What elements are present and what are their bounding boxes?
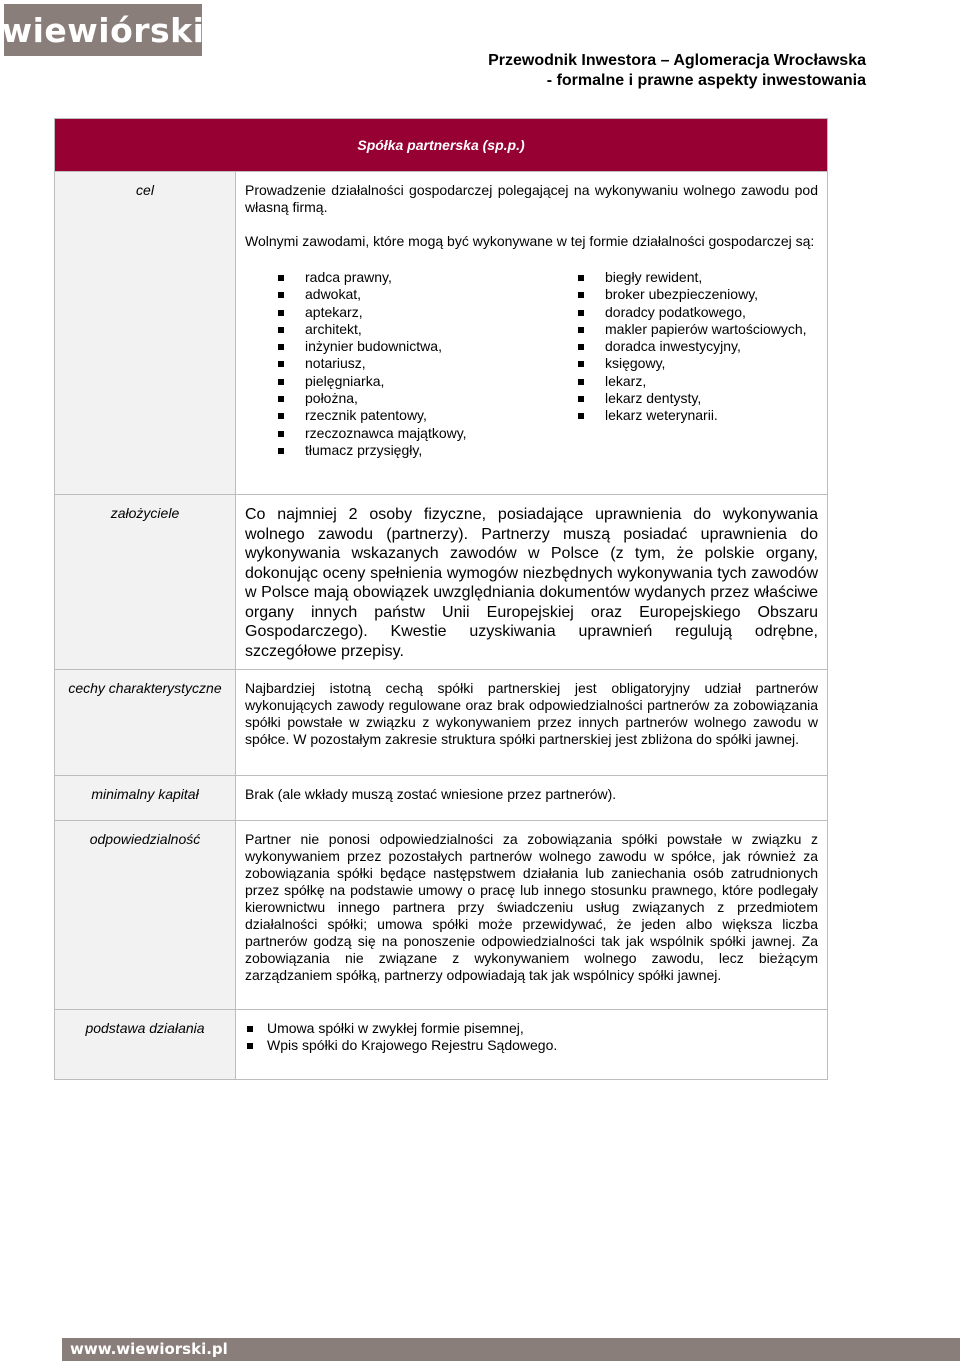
- logo: wiewiórski: [4, 4, 202, 56]
- label-cechy: cechy charakterystyczne: [55, 670, 236, 776]
- list-item: notariusz,: [276, 355, 576, 372]
- list-item: lekarz weterynarii.: [576, 407, 807, 424]
- professions-list-left: [276, 269, 576, 459]
- header-title-line1: Przewodnik Inwestora – Aglomeracja Wrocławska: [488, 52, 866, 69]
- list-item: rzecznik patentowy,: [276, 407, 576, 424]
- label-kapital: minimalny kapitał: [55, 776, 236, 821]
- list-item: rzeczoznawca majątkowy,: [276, 425, 576, 442]
- list-item: tłumacz przysięgły,: [276, 442, 576, 459]
- list-item: Wpis spółki do Krajowego Rejestru Sądowego.: [245, 1037, 818, 1054]
- list-item: doradcy podatkowego,: [576, 304, 807, 321]
- label-cel: cel: [55, 172, 236, 495]
- list-item: inżynier budownictwa,: [276, 338, 576, 355]
- list-item: radca prawny,: [276, 269, 576, 286]
- list-item: biegły rewident,: [576, 269, 807, 286]
- row-cechy: [55, 670, 828, 776]
- label-zalozyciele: założyciele: [55, 495, 236, 670]
- list-item: Umowa spółki w zwykłej formie pisemnej,: [245, 1020, 818, 1037]
- professions-list-right: [576, 269, 807, 459]
- row-kapital: [55, 776, 828, 821]
- list-item: pielęgniarka,: [276, 373, 576, 390]
- row-podstawa: [55, 1010, 828, 1080]
- value-cel: [236, 172, 828, 495]
- table-heading-text: Spółka partnerska (sp.p.): [357, 136, 525, 153]
- list-item: lekarz dentysty,: [576, 390, 807, 407]
- header-title-line2: - formalne i prawne aspekty inwestowania: [546, 72, 866, 89]
- list-item: architekt,: [276, 321, 576, 338]
- label-odpowiedzialnosc: odpowiedzialność: [55, 821, 236, 1010]
- row-odpowiedzialnosc: [55, 821, 828, 1010]
- list-item: broker ubezpieczeniowy,: [576, 286, 807, 303]
- list-item: lekarz,: [576, 373, 807, 390]
- value-podstawa: [236, 1010, 828, 1080]
- list-item: makler papierów wartościowych,: [576, 321, 807, 338]
- cel-paragraph-1: Prowadzenie działalności gospodarczej polegającej na wykonywaniu wolnego zawodu pod własną firmą.: [245, 182, 818, 215]
- list-item: aptekarz,: [276, 304, 576, 321]
- row-cel: [55, 172, 828, 495]
- table-heading: [55, 119, 828, 172]
- value-zalozyciele: Co najmniej 2 osoby fizyczne, posiadające uprawnienia do wykonywania wolnego zawodu (partnerzy). Partnerzy muszą posiadać uprawnienia do wykonywania wskazanych zawodów w Polsce (z tym, że polskie organy, dokonując oceny spełnienia wymogów niezbędnych wykonywania tych zawodów w Polsce mają obowiązek uwzględniania dokumentów wydanych przez właściwe organy innych państw Unii Europejskiej oraz Europejskiego Obszaru Gospodarczego). Kwestie uzyskiwania uprawnień regulują odrębne, szczegółowe przepisy.: [236, 495, 828, 670]
- table-heading-row: [55, 119, 828, 172]
- value-kapital: Brak (ale wkłady muszą zostać wniesione przez partnerów).: [236, 776, 828, 821]
- row-zalozyciele: [55, 495, 828, 670]
- value-odpowiedzialnosc: Partner nie ponosi odpowiedzialności za zobowiązania spółki powstałe w związku z wykonywaniem przez pozostałych partnerów wolnego zawodu w spółce, jak również za zobowiązania spółki będące następstwem działania lub zaniechania osób zatrudnionych przez spółkę na podstawie umowy o pracę lub innego stosunku prawnego, które podlegały kierownictwu innego partnera przy świadczeniu usług związanych z przedmiotem działalności spółki; umowa spółki może przewidywać, że jeden albo większa liczba partnerów godzą się na ponoszenie odpowiedzialności tak jak wspólnik spółki jawnej. Za zobowiązania nie związane z wykonywaniem wolnego zawodu, lecz bieżącym zarządzaniem spółką, partnerzy odpowiadają tak jak wspólnicy spółki jawnej.: [236, 821, 828, 1010]
- professions-lists: [245, 269, 818, 459]
- document-header: [488, 51, 866, 91]
- list-item: księgowy,: [576, 355, 807, 372]
- list-item: doradca inwestycyjny,: [576, 338, 807, 355]
- list-item: położna,: [276, 390, 576, 407]
- value-cechy: Najbardziej istotną cechą spółki partnerskiej jest obligatoryjny udział partnerów wykonujących zawody regulowane oraz brak odpowiedzialności partnerów za zobowiązania spółki powstałe w związku z wykonywaniem przez innych partnerów wolnego zawodu w spółce. W pozostałym zakresie struktura spółki partnerskiej jest zbliżona do spółki jawnej.: [236, 670, 828, 776]
- footer-url: www.wiewiorski.pl: [70, 1340, 228, 1358]
- label-podstawa: podstawa działania: [55, 1010, 236, 1080]
- footer-bar: [62, 1338, 960, 1361]
- basis-list: [245, 1020, 818, 1055]
- company-form-table: [54, 118, 828, 1080]
- cel-paragraph-2: Wolnymi zawodami, które mogą być wykonywane w tej formie działalności gospodarczej są:: [245, 233, 815, 249]
- list-item: adwokat,: [276, 286, 576, 303]
